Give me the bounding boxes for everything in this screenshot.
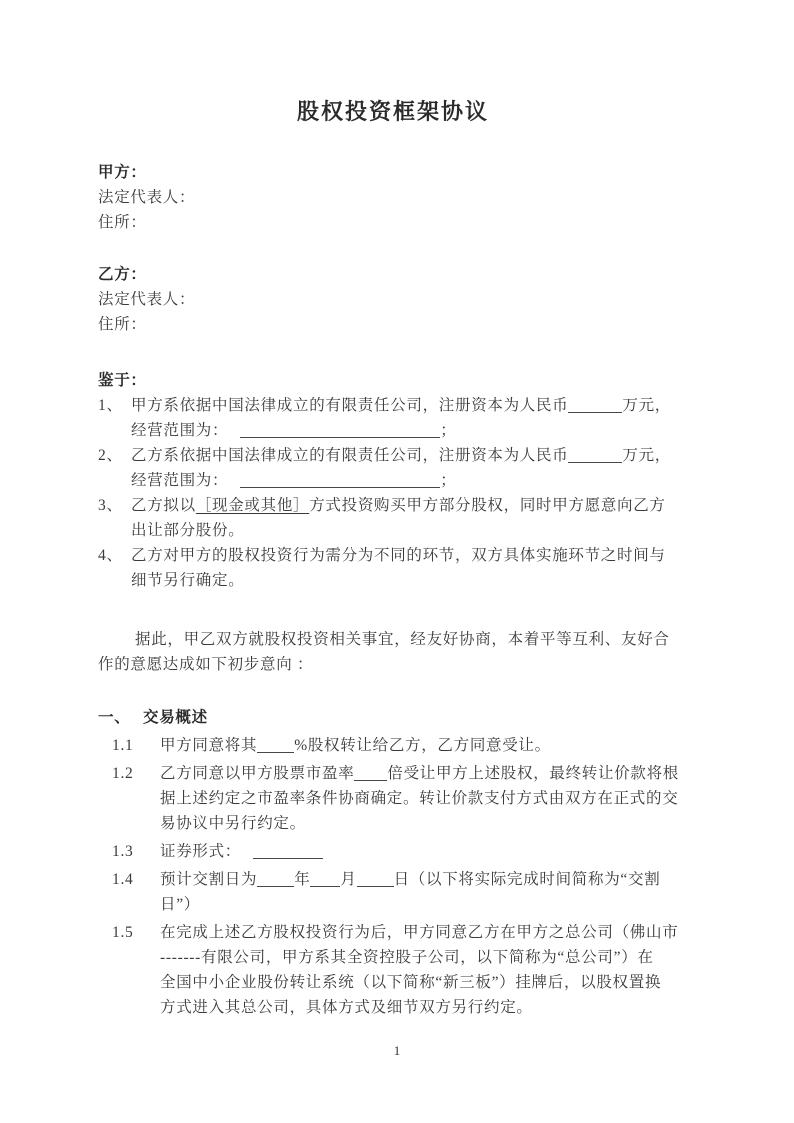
text-run: 月 — [340, 871, 357, 888]
clause-1-1 — [98, 733, 688, 758]
clause-1-4 — [98, 867, 688, 917]
text-run: 乙方系依据中国法律成立的有限责任公司，注册资本为人民币 — [131, 447, 569, 464]
fill-in-blank — [354, 767, 387, 781]
text-run: 万元， — [622, 397, 672, 414]
text-run: 甲方同意将其 — [160, 737, 258, 754]
item-number: 2、 — [98, 447, 123, 464]
text-run: 甲方系依据中国法律成立的有限责任公司，注册资本为人民币 — [131, 397, 569, 414]
party-b-label: 乙方： — [98, 266, 147, 283]
whereas-item-2 — [98, 443, 688, 493]
clause-1-2 — [98, 761, 688, 836]
section-1-list — [98, 733, 688, 1020]
party-a-block — [98, 160, 688, 235]
text-run: 全国中小企业股份转让系统（以下简称“新三板”）挂牌后，以股权置换 — [160, 974, 662, 991]
party-a-legal-rep-label: 法定代表人： — [98, 189, 196, 206]
whereas-list — [98, 393, 688, 593]
text-run: 证券形式： — [160, 843, 242, 860]
section-title: 交易概述 — [143, 709, 208, 726]
fill-in-blank — [568, 449, 622, 463]
clause-text — [160, 867, 688, 917]
text-run: 据上述约定之市盈率条件协商确定。转让价款支付方式由双方在正式的交 — [160, 790, 679, 807]
clause-number: 1.5 — [112, 924, 134, 941]
fill-in-blank — [257, 739, 294, 753]
text-run: 年 — [294, 871, 311, 888]
item-text — [131, 443, 688, 493]
preamble-paragraph — [98, 627, 688, 677]
fill-in-blank — [357, 873, 394, 887]
document-title: 股权投资框架协议 — [296, 99, 489, 124]
item-number: 3、 — [98, 497, 123, 514]
whereas-item-4 — [98, 543, 688, 593]
clause-text — [160, 839, 688, 864]
text-run: 日（以下将实际完成时间简称为“交割 — [393, 871, 661, 888]
whereas-item-3 — [98, 493, 688, 543]
text-run: 方式进入其总公司，具体方式及细节双方另行约定。 — [160, 999, 533, 1016]
fill-in-blank — [568, 399, 622, 413]
item-text — [131, 393, 688, 443]
section-number: 一、 — [98, 709, 131, 726]
clause-text — [160, 920, 688, 1020]
clause-number: 1.1 — [112, 737, 134, 754]
item-number: 1、 — [98, 397, 123, 414]
text-run: 预计交割日为 — [160, 871, 258, 888]
page-number: 1 — [393, 1043, 401, 1058]
fill-in-blank — [253, 845, 323, 859]
clause-number: 1.2 — [112, 765, 134, 782]
text-run: 出让部分股份。 — [131, 522, 245, 539]
text-run: 方式投资购买甲方部分股权，同时甲方愿意向乙方 — [309, 497, 666, 514]
fill-in-blank — [310, 873, 340, 887]
underlined-option-text: ［现金或其他］ — [195, 497, 310, 514]
clause-text — [160, 761, 688, 836]
whereas-heading: 鉴于： — [98, 372, 147, 389]
text-run: 作的意愿达成如下初步意向 ： — [98, 656, 314, 673]
text-run: 倍受让甲方上述股权，最终转让价款将根 — [387, 765, 680, 782]
item-text — [131, 543, 688, 593]
party-b-legal-rep-label: 法定代表人： — [98, 291, 196, 308]
text-run: 乙方拟以 — [131, 497, 196, 514]
text-run: 细节另行确定。 — [131, 572, 245, 589]
clause-1-5 — [98, 920, 688, 1020]
text-run: -------有限公司，甲方系其全资控股子公司，以下简称为“总公司”）在 — [160, 949, 654, 966]
clause-1-3 — [98, 839, 688, 864]
item-number: 4、 — [98, 547, 123, 564]
clause-number: 1.3 — [112, 843, 134, 860]
text-run: 易协议中另行约定。 — [160, 815, 306, 832]
text-run: ； — [440, 422, 457, 439]
text-run: 乙方同意以甲方股票市盈率 — [160, 765, 355, 782]
clause-text — [160, 733, 688, 758]
text-run: 经营范围为： — [131, 472, 229, 489]
text-run: 据此，甲乙双方就股权投资相关事宜，经友好协商，本着平等互利、友好合 — [135, 631, 670, 648]
clause-number: 1.4 — [112, 871, 134, 888]
whereas-item-1 — [98, 393, 688, 443]
text-run: 经营范围为： — [131, 422, 229, 439]
text-run: 在完成上述乙方股权投资行为后，甲方同意乙方在甲方之总公司（佛山市 — [160, 924, 679, 941]
text-run: %股权转让给乙方，乙方同意受让。 — [294, 737, 551, 754]
text-run: 万元， — [622, 447, 672, 464]
fill-in-blank — [240, 424, 440, 438]
party-a-label: 甲方： — [98, 164, 147, 181]
text-run: 乙方对甲方的股权投资行为需分为不同的环节，双方具体实施环节之时间与 — [131, 547, 666, 564]
party-b-block — [98, 262, 688, 337]
fill-in-blank — [257, 873, 294, 887]
item-text — [131, 493, 688, 543]
text-run: 日”） — [160, 896, 200, 913]
party-b-address-label: 住所： — [98, 316, 147, 333]
text-run: ； — [440, 472, 457, 489]
fill-in-blank — [240, 474, 440, 488]
party-a-address-label: 住所： — [98, 214, 147, 231]
section-1-heading — [98, 705, 688, 730]
